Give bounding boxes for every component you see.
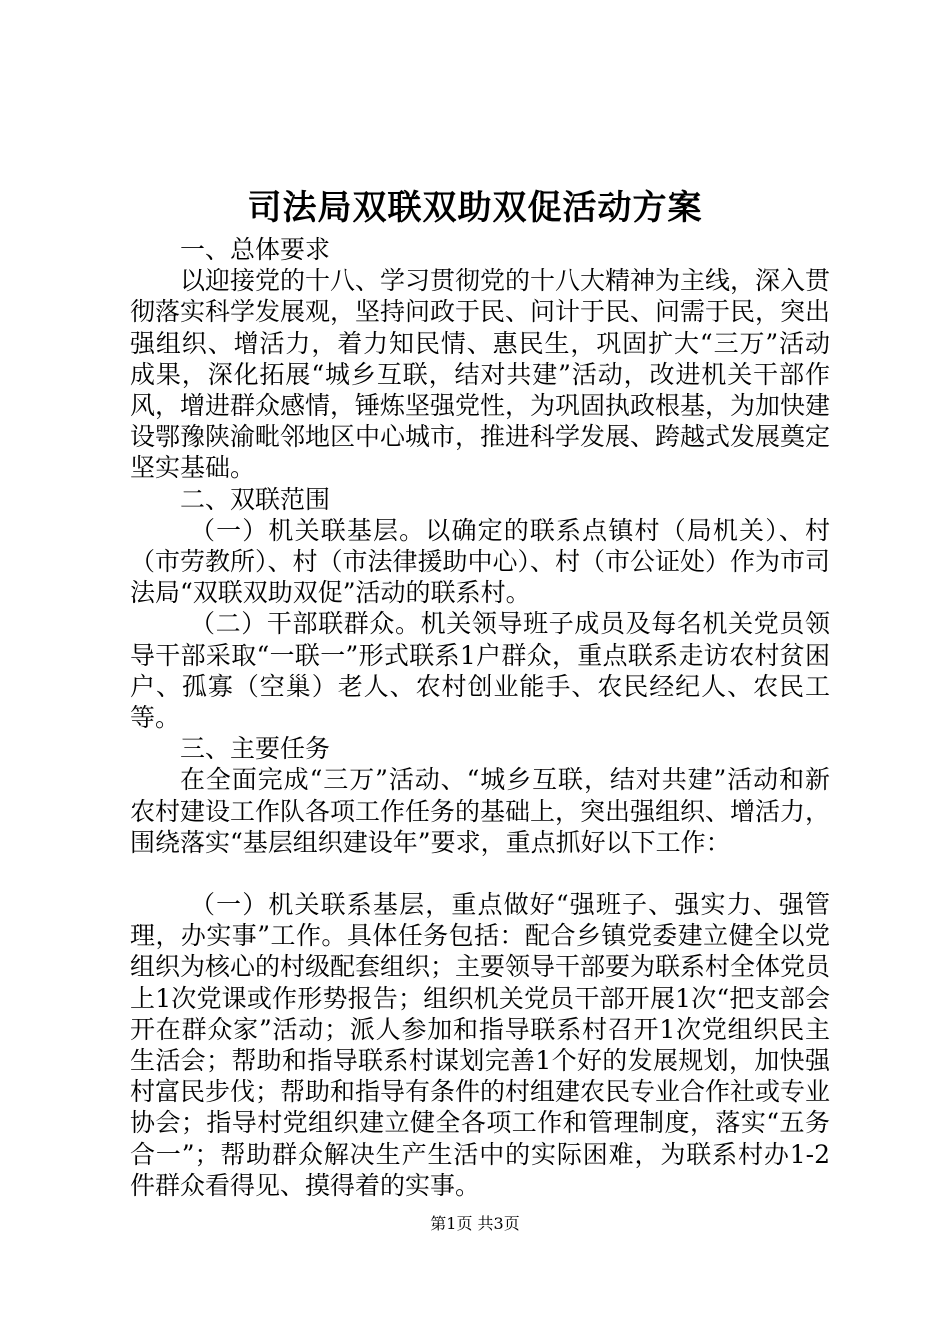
section-heading-scope: 二、双联范围 bbox=[180, 484, 331, 514]
document-body bbox=[130, 234, 830, 1201]
paragraph-organ-link-grassroots: （一）机关联基层。以确定的联系点镇村（局机关）、村（市劳教所）、村（市法律援助中心）、村（市公证处）作为市司法局“双联双助双促”活动的联系村。 bbox=[130, 515, 831, 608]
section-heading-main-tasks: 三、主要任务 bbox=[180, 734, 331, 764]
paragraph-general-requirements: 以迎接党的十八、学习贯彻党的十八大精神为主线，深入贯彻落实科学发展观，坚持问政于民、问计于民、问需于民，突出强组织、增活力，着力知民情、惠民生，巩固扩大“三万”活动成果，深化拓展“城乡互联，结对共建”活动，改进机关干部作风，增进群众感情，锤炼坚强党性，为巩固执政根基，为加快建设鄂豫陕渝毗邻地区中心城市，推进科学发展、跨越式发展奠定坚实基础。 bbox=[130, 266, 831, 483]
paragraph-organ-contact-grassroots: （一）机关联系基层，重点做好“强班子、强实力、强管理，办实事”工作。具体任务包括：配合乡镇党委建立健全以党组织为核心的村级配套组织；主要领导干部要为联系村全体党员上1次党课或作形势报告；组织机关党员干部开展1次“把支部会开在群众家”活动；派人参加和指导联系村召开1次党组织民主生活会；帮助和指导联系村谋划完善1个好的发展规划，加快强村富民步伐；帮助和指导有条件的村组建农民专业合作社或专业协会；指导村党组织建立健全各项工作和管理制度，落实“五务合一”；帮助群众解决生产生活中的实际困难，为联系村办1-2件群众看得见、摸得着的实事。 bbox=[130, 890, 831, 1200]
paragraph-main-tasks-intro: 在全面完成“三万”活动、“城乡互联，结对共建”活动和新农村建设工作队各项工作任务的基础上，突出强组织、增活力，围绕落实“基层组织建设年”要求，重点抓好以下工作： bbox=[130, 765, 831, 857]
section-heading-general-requirements: 一、总体要求 bbox=[180, 235, 331, 264]
paragraph-cadre-link-masses: （二）干部联群众。机关领导班子成员及每名机关党员领导干部采取“一联一”形式联系1户群众，重点联系走访农村贫困户、孤寡（空巢）老人、农村创业能手、农民经纪人、农民工等。 bbox=[130, 609, 830, 733]
page-number-footer: 第1页 共3页 bbox=[430, 1214, 520, 1233]
paragraph-spacer bbox=[130, 858, 830, 889]
document-title: 司法局双联双助双促活动方案 bbox=[247, 188, 703, 228]
